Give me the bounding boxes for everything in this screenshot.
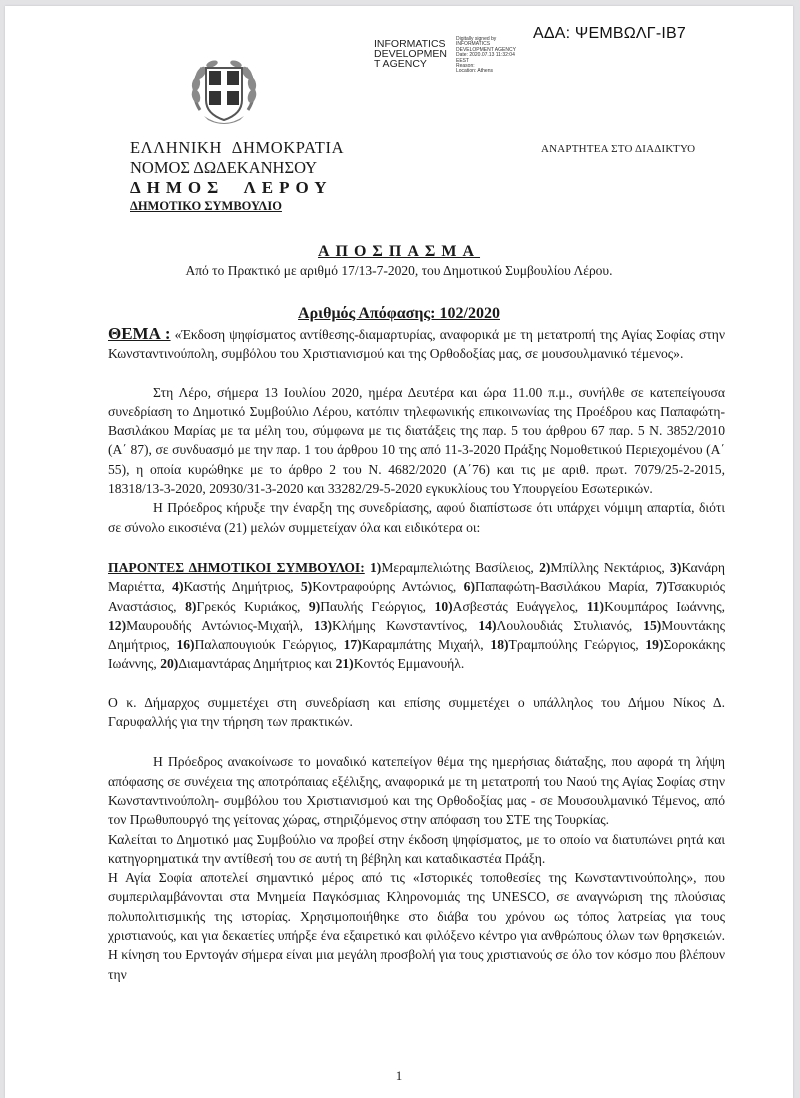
member-number: 8) [185,598,197,614]
member-number: 14) [478,617,497,633]
member-number: 10) [434,598,453,614]
minutes-reference: Από το Πρακτικό με αριθμό 17/13-7-2020, του Δημοτικού Συμβουλίου Λέρου. [185,263,613,278]
member-number: 11) [586,598,605,614]
member-name: Μπίλλης Νεκτάριος, [550,559,671,575]
signature-details [456,37,516,75]
member-number: 13) [313,617,333,633]
signature-detail-line: Reason: [456,63,475,70]
prefecture-label: ΝΟΜΟΣ ΔΩΔΕΚΑΝΗΣΟΥ [130,158,318,177]
member-name: Κλήμης Κωνσταντίνος, [332,617,479,633]
member-name: Καραμπάτης Μιχαήλ, [361,637,491,653]
member-name: Τσακυριός Αναστάσιος, [108,579,726,614]
greek-coat-of-arms-icon [190,58,258,128]
member-name: Μουντάκης Δημήτριος, [108,617,725,653]
mayor-paragraph: Ο κ. Δήμαρχος συμμετέχει στη συνεδρίαση και επίσης συμμετέχει ο υπάλληλος του Δήμου Νίκος Δ. Γαρυφαλλής για την τήρηση των πρακτικών. [108,694,725,730]
members-title: ΠΑΡΟΝΤΕΣ ΔΗΜΟΤΙΚΟΙ ΣΥΜΒΟΥΛΟΙ: [108,559,365,575]
member-name: Διαμαντάρας Δημήτριος και [178,656,336,672]
signature-detail-line: EEST [456,57,470,64]
subject-label: ΘΕΜΑ : [108,324,171,343]
council-label: ΔΗΜΟΤΙΚΟ ΣΥΜΒΟΥΛΙΟ [130,199,282,213]
call-paragraph: Καλείται το Δημοτικό μας Συμβούλιο να προβεί στην έκδοση ψηφίσματος, με το οποίο να διατυπώνει ρητά και κατηγορηματικά την αντίθεσή του σε αυτή τη βέβηλη και καταδικαστέα Πράξη. [108,831,725,866]
signature-detail-line: Date: 2020.07.13 11:32:04 [456,52,515,59]
republic-label: ΕΛΛΗΝΙΚΗ ΔΗΜΟΚΡΑΤΙΑ [130,138,345,157]
member-name: Κουμπάρος Ιωάννης, [604,598,725,614]
member-number: 18) [490,637,509,653]
member-number: 6) [463,579,475,595]
hagia-sophia-paragraph: Η Αγία Σοφία αποτελεί σημαντικό μέρος από τις «Ιστορικές τοποθεσίες της Κωνσταντινούπολης», που συμπεριλαμβάνονται στα Μνημεία Παγκόσμιας Κληρονομιάς της UNESCO, σε αναγνώριση της πλούσιας πολυπολιτισμικής της ιστορίας. Χρησιμοποιήθηκε στο διάβα του χρόνου ως τόπος λατρείας για τους χριστιανούς, και για δεκαετίες υπήρξε ένα εξαιρετικό και φιλόξενο κέντρο για ανθρώπους όλων των θρησκειών. Η κίνηση του Ερντογάν σήμερα είναι μια μεγάλη προσβολή για τους χριστιανούς σε όλο τον κόσμο που βλέπουν την [108,870,725,982]
member-number: 7) [655,579,667,595]
member-number: 5) [300,579,313,595]
document-body [108,324,725,984]
subject-paragraph [108,324,725,364]
member-number: 9) [308,598,321,614]
issuer-header [130,138,344,214]
member-name: Παυλής Γεώργιος, [320,598,435,614]
member-number: 2) [539,559,551,575]
ada-code: ΑΔΑ: ΨΕΜΒΩΛΓ-ΙΒ7 [533,25,686,42]
member-number: 12) [108,617,127,633]
member-name: Κανάρη Μαριέττα, [108,559,725,595]
member-name: Λουλουδιάς Στυλιανός, [496,617,644,633]
signature-detail-line: Digitally signed by [456,36,497,42]
member-name: Παπαφώτη-Βασιλάκου Μαρία, [475,579,656,595]
signer-line: DEVELOPMEN [374,48,447,60]
member-number: 16) [176,637,195,653]
member-number: 4) [172,579,184,595]
page-number: 1 [395,1068,403,1083]
members-paragraph [108,558,725,674]
document-heading: ΑΠΟΣΠΑΣΜΑ [317,243,481,260]
posted-online-label: ΑΝΑΡΤΗΤΕΑ ΣΤΟ ΔΙΑΔΙΚΤΥΟ [541,143,696,155]
signature-signer-name [374,39,447,69]
member-number: 1) [369,559,382,575]
member-number: 19) [645,637,664,653]
signature-detail-line: INFORMATICS [456,41,491,48]
quorum-paragraph: Η Πρόεδρος κήρυξε την έναρξη της συνεδρίασης, αφού διαπίστωσε ότι υπάρχει νόμιμη απαρτία, διότι σε σύνολο εικοσιένα (21) μελών συμμετείχαν όλα και ειδικότερα οι: [108,500,725,535]
member-name: Κοντραφούρης Αντώνιος, [312,579,464,595]
member-name: Σοροκάκης Ιωάννης, [108,637,725,672]
member-number: 15) [643,617,662,633]
member-name: Ασβεστάς Ευάγγελος, [452,598,587,614]
member-name: Μαυρουδής Αντώνιος-Μιχαήλ, [126,617,314,633]
municipality-label: ΔΗΜΟΣ ΛΕΡΟΥ [130,178,333,197]
member-name: Γρεκός Κυριάκος, [196,598,309,614]
document-page [5,6,793,1098]
member-name: Μεραμπελιώτης Βασίλειος, [381,559,540,575]
member-number: 20) [160,656,179,672]
subject-text: «Έκδοση ψηφίσματος αντίθεσης-διαμαρτυρίας, αναφορικά με τη μετατροπή της Αγίας Σοφίας στην Κωνσταντινούπολη, συμβόλου του Χριστιανισμού και της Ορθοδοξίας μας, σε μουσουλμανικό τέμενος». [108,327,725,362]
member-name: Κοντός Εμμανουήλ. [353,656,465,672]
signature-detail-line: Location: Athens [456,68,493,75]
decision-number: Αριθμός Απόφασης: 102/2020 [298,305,500,322]
signer-line: T AGENCY [374,58,427,70]
member-number: 21) [335,656,354,672]
meeting-paragraph: Στη Λέρο, σήμερα 13 Ιουλίου 2020, ημέρα Δευτέρα και ώρα 11.00 π.μ., συνήλθε σε κατεπείγουσα συνεδρίαση το Δημοτικό Συμβούλιο Λέρου, κατόπιν τηλεφωνικής επικοινωνίας της Προέδρου κας Παπαφώτη-Βασιλάκου Μαρίας με τα μέλη του, σύμφωνα με τις διατάξεις της παρ. 5 του άρθρου 67 παρ. 5 Ν. 3852/2010 (Α΄ 87), σε συνδυασμό με την παρ. 1 του άρθρου 10 της από 11-3-2020 Πράξης Νομοθετικού Περιεχομένου (Α΄ 55), η οποία κυρώθηκε με το άρθρο 2 του Ν. 4682/2020 (Α΄76) και τις με αριθ. πρωτ. 7079/25-2-2015, 18318/13-3-2020, 20930/31-3-2020 και 33282/29-5-2020 εγκυκλίους του Υπουργείου Εσωτερικών. [108,384,725,497]
topic-paragraph: Η Πρόεδρος ανακοίνωσε το μοναδικό κατεπείγον θέμα της ημερήσιας διάταξης, που αφορά τη λήψη απόφασης σε συνέχεια της αποτρόπαιας εξέλιξης, αναφορικά με τη μετατροπή του Ναού της Αγίας Σοφίας στην Κωνσταντινούπολη- συμβόλου του Χριστιανισμού και της Ορθοδοξίας μας - σε Μουσουλμανικό Τέμενος, από τον Πρωθυπουργό της γείτονας χώρας, στηριζόμενος στην απόφαση του ΣΤΕ της Τουρκίας. [108,754,725,828]
signature-detail-line: DEVELOPMENT AGENCY [456,46,516,53]
member-name: Τραμπούλης Γεώργιος, [508,637,646,653]
member-number: 17) [343,637,362,653]
member-name: Καστής Δημήτριος, [183,579,301,595]
title-block [5,243,793,280]
member-name: Παλαπουγιούκ Γεώργιος, [194,637,344,653]
member-number: 3) [670,559,682,575]
signer-line: INFORMATICS [374,38,446,50]
